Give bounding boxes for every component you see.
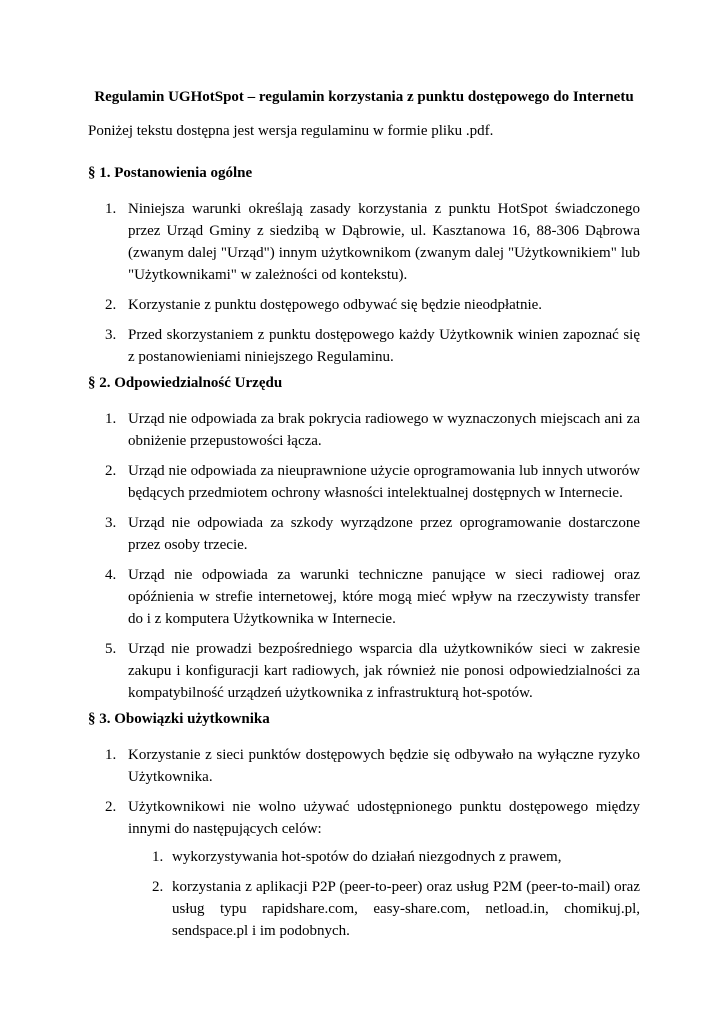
section-3-list (88, 744, 640, 942)
document-page (88, 86, 640, 950)
item-number: 1. (105, 747, 117, 763)
document-title: Regulamin UGHotSpot – regulamin korzystania z punktu dostępowego do Internetu (94, 89, 634, 105)
item-number: 4. (105, 567, 117, 583)
intro-text: Poniżej tekstu dostępna jest wersja regulaminu w formie pliku .pdf. (88, 123, 494, 139)
item-text: Urząd nie odpowiada za brak pokrycia radiowego w wyznaczonych miejscach ani za obniżenie przepustowości łącza. (128, 411, 640, 449)
list-item (88, 198, 640, 286)
sub-list-item (128, 876, 640, 942)
item-number: 3. (105, 515, 117, 531)
list-item (88, 460, 640, 504)
item-number: 3. (105, 327, 117, 343)
sub-item-text: wykorzystywania hot-spotów do działań niezgodnych z prawem, (172, 849, 562, 865)
item-text: Urząd nie odpowiada za nieuprawnione użycie oprogramowania lub innych utworów będących przedmiotem ochrony własności intelektualnej dostępnych w Internecie. (128, 463, 640, 501)
list-item (88, 294, 640, 316)
list-item (88, 744, 640, 788)
item-number: 2. (105, 799, 117, 815)
section-1-list (88, 198, 640, 368)
list-item (88, 512, 640, 556)
item-text: Użytkownikowi nie wolno używać udostępnionego punktu dostępowego między innymi do następujących celów: (128, 799, 640, 837)
list-item (88, 564, 640, 630)
item-text: Urząd nie prowadzi bezpośredniego wsparcia dla użytkowników sieci w zakresie zakupu i konfiguracji kart radiowych, jak również nie ponosi odpowiedzialności za kompatybilność urządzeń użytkownika z infrastrukturą hot-spotów. (128, 641, 640, 701)
item-text: Korzystanie z sieci punktów dostępowych będzie się odbywało na wyłączne ryzyko Użytkownika. (128, 747, 640, 785)
item-text: Urząd nie odpowiada za warunki techniczne panujące w sieci radiowej oraz opóźnienia w strefie internetowej, które mogą mieć wpływ na rzeczywisty transfer do i z komputera Użytkownika w Internecie. (128, 567, 640, 627)
section-2-list (88, 408, 640, 704)
sub-item-number: 1. (152, 849, 164, 865)
item-text: Korzystanie z punktu dostępowego odbywać się będzie nieodpłatnie. (128, 297, 543, 313)
list-item (88, 324, 640, 368)
item-number: 1. (105, 201, 117, 217)
sub-list (128, 846, 640, 942)
section-heading: § 2. Odpowiedzialność Urzędu (88, 375, 283, 391)
item-number: 1. (105, 411, 117, 427)
list-item (88, 638, 640, 704)
list-item (88, 408, 640, 452)
section-2 (88, 372, 640, 704)
item-text: Przed skorzystaniem z punktu dostępowego każdy Użytkownik winien zapoznać się z postanowieniami niniejszego Regulaminu. (128, 327, 640, 365)
sub-item-number: 2. (152, 879, 164, 895)
list-item (88, 796, 640, 942)
section-3 (88, 708, 640, 942)
item-text: Urząd nie odpowiada za szkody wyrządzone przez oprogramowanie dostarczone przez osoby trzecie. (128, 515, 640, 553)
item-number: 2. (105, 297, 117, 313)
sub-item-text: korzystania z aplikacji P2P (peer-to-peer) oraz usług P2M (peer-to-mail) oraz usług typu rapidshare.com, easy-share.com, netload.in, chomikuj.pl, sendspace.pl i im podobnych. (172, 879, 640, 939)
item-number: 2. (105, 463, 117, 479)
item-number: 5. (105, 641, 117, 657)
section-heading: § 1. Postanowienia ogólne (88, 165, 253, 181)
item-text: Niniejsza warunki określają zasady korzystania z punktu HotSpot świadczonego przez Urząd Gminy z siedzibą w Dąbrowie, ul. Kasztanowa 16, 88-306 Dąbrowa (zwanym dalej "Urząd") innym użytkownikom (zwanym dalej "Użytkownikiem" lub "Użytkownikami" w zależności od kontekstu). (128, 201, 640, 283)
section-heading: § 3. Obowiązki użytkownika (88, 711, 270, 727)
sub-list-item (128, 846, 640, 868)
section-1 (88, 162, 640, 368)
